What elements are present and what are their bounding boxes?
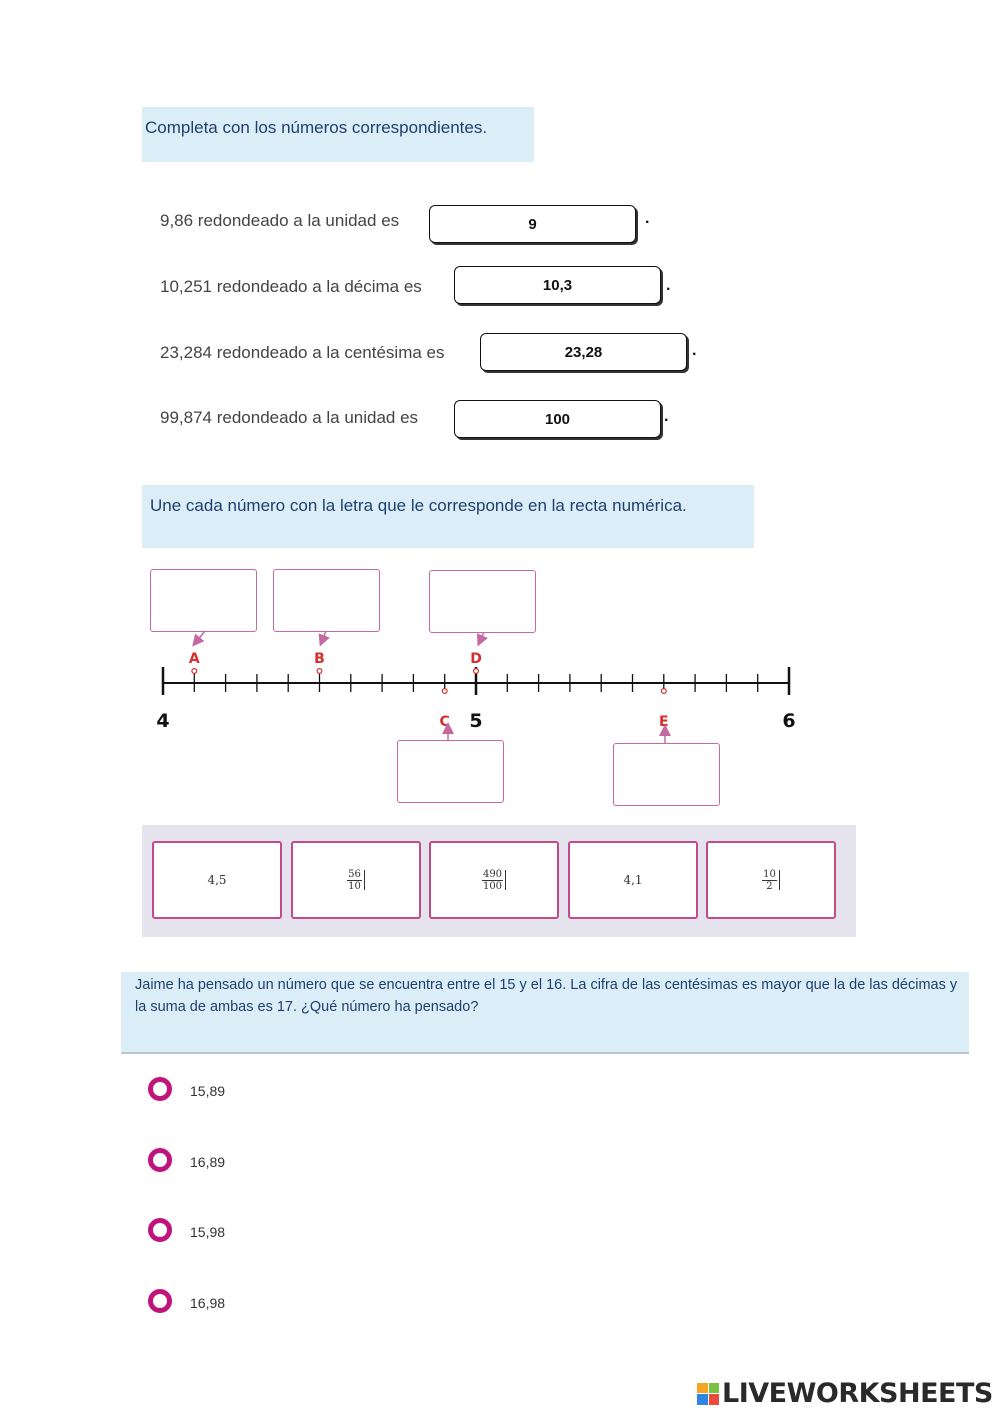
sentence-period: .	[692, 342, 697, 359]
cursor-bar	[779, 870, 780, 890]
point-letter-a: A	[188, 651, 200, 667]
fraction	[762, 869, 777, 892]
tile-4-1[interactable]	[568, 841, 698, 919]
rounding-label: 99,874 redondeado a la unidad es	[160, 408, 419, 427]
cursor-bar	[364, 870, 365, 890]
liveworksheets-logo	[697, 1378, 993, 1409]
tile-4-5[interactable]	[152, 841, 282, 919]
fraction-numerator: 10	[763, 868, 776, 880]
section1-banner	[142, 107, 534, 162]
logo-text: LIVEWORKSHEETS	[722, 1378, 993, 1409]
point-marker-c	[442, 689, 447, 694]
fraction-numerator: 490	[482, 868, 503, 880]
axis-label: 4	[156, 710, 170, 732]
cursor-bar	[505, 870, 506, 890]
sentence-period: .	[666, 277, 671, 294]
radio-button[interactable]	[148, 1077, 172, 1101]
point-marker-a	[192, 669, 197, 674]
tile-text: 4,5	[207, 873, 227, 887]
answer-input[interactable]: 23,28	[480, 333, 687, 371]
answer-input[interactable]: 100	[454, 400, 661, 438]
answer-tray	[142, 825, 856, 937]
drop-box-b[interactable]	[273, 569, 380, 632]
drop-box-d[interactable]	[429, 570, 536, 633]
rounding-label: 9,86 redondeado a la unidad es	[160, 211, 400, 230]
radio-button[interactable]	[148, 1148, 172, 1172]
option-label: 15,98	[190, 1224, 226, 1240]
tile-text: 4,1	[623, 873, 643, 887]
option-label: 15,89	[190, 1083, 226, 1099]
answer-input[interactable]: 10,3	[454, 266, 661, 304]
axis-label: 6	[782, 710, 796, 732]
tile-10-2[interactable]	[706, 841, 836, 919]
tile-56-10[interactable]	[291, 841, 421, 919]
radio-button[interactable]	[148, 1218, 172, 1242]
rounding-label: 10,251 redondeado a la décima es	[160, 277, 422, 296]
section1-title: Completa con los números correspondientes.	[145, 118, 488, 137]
sentence-period: .	[664, 408, 669, 425]
logo-icon	[697, 1383, 719, 1405]
fraction-numerator: 56	[348, 868, 361, 880]
fraction-denominator: 10	[348, 880, 361, 892]
option-label: 16,89	[190, 1154, 226, 1170]
tile-490-100[interactable]	[429, 841, 559, 919]
section2-title: Une cada número con la letra que le corresponde en la recta numérica.	[150, 496, 687, 515]
rounding-label: 23,284 redondeado a la centésima es	[160, 343, 445, 362]
radio-button[interactable]	[148, 1289, 172, 1313]
fraction-denominator: 100	[482, 880, 503, 892]
point-letter-e: E	[659, 714, 669, 730]
sentence-period: .	[645, 210, 650, 227]
logo-square	[709, 1394, 720, 1405]
option-label: 16,98	[190, 1295, 226, 1311]
section2-banner	[142, 485, 754, 548]
logo-square	[709, 1383, 720, 1394]
logo-square	[697, 1383, 708, 1394]
drop-box-e[interactable]	[613, 743, 720, 806]
drop-box-c[interactable]	[397, 740, 504, 803]
point-marker-e	[661, 689, 666, 694]
point-letter-d: D	[470, 651, 482, 667]
question-text: Jaime ha pensado un número que se encuentra entre el 15 y el 16. La cifra de las centésimas es mayor que la de las décimas y la suma de ambas es 17. ¿Qué número ha pensado?	[135, 977, 958, 1015]
point-letter-b: B	[314, 651, 325, 667]
arrow-a	[196, 631, 205, 642]
axis-label: 5	[469, 710, 483, 732]
drop-box-a[interactable]	[150, 569, 257, 632]
point-marker-d	[474, 669, 479, 674]
fraction	[347, 869, 362, 892]
answer-input[interactable]: 9	[429, 205, 636, 243]
logo-square	[697, 1394, 708, 1405]
arrow-b	[322, 631, 326, 641]
fraction	[482, 869, 503, 892]
fraction-denominator: 2	[766, 880, 773, 892]
point-letter-c: C	[439, 714, 450, 730]
arrow-d	[480, 632, 484, 641]
point-marker-b	[317, 669, 322, 674]
